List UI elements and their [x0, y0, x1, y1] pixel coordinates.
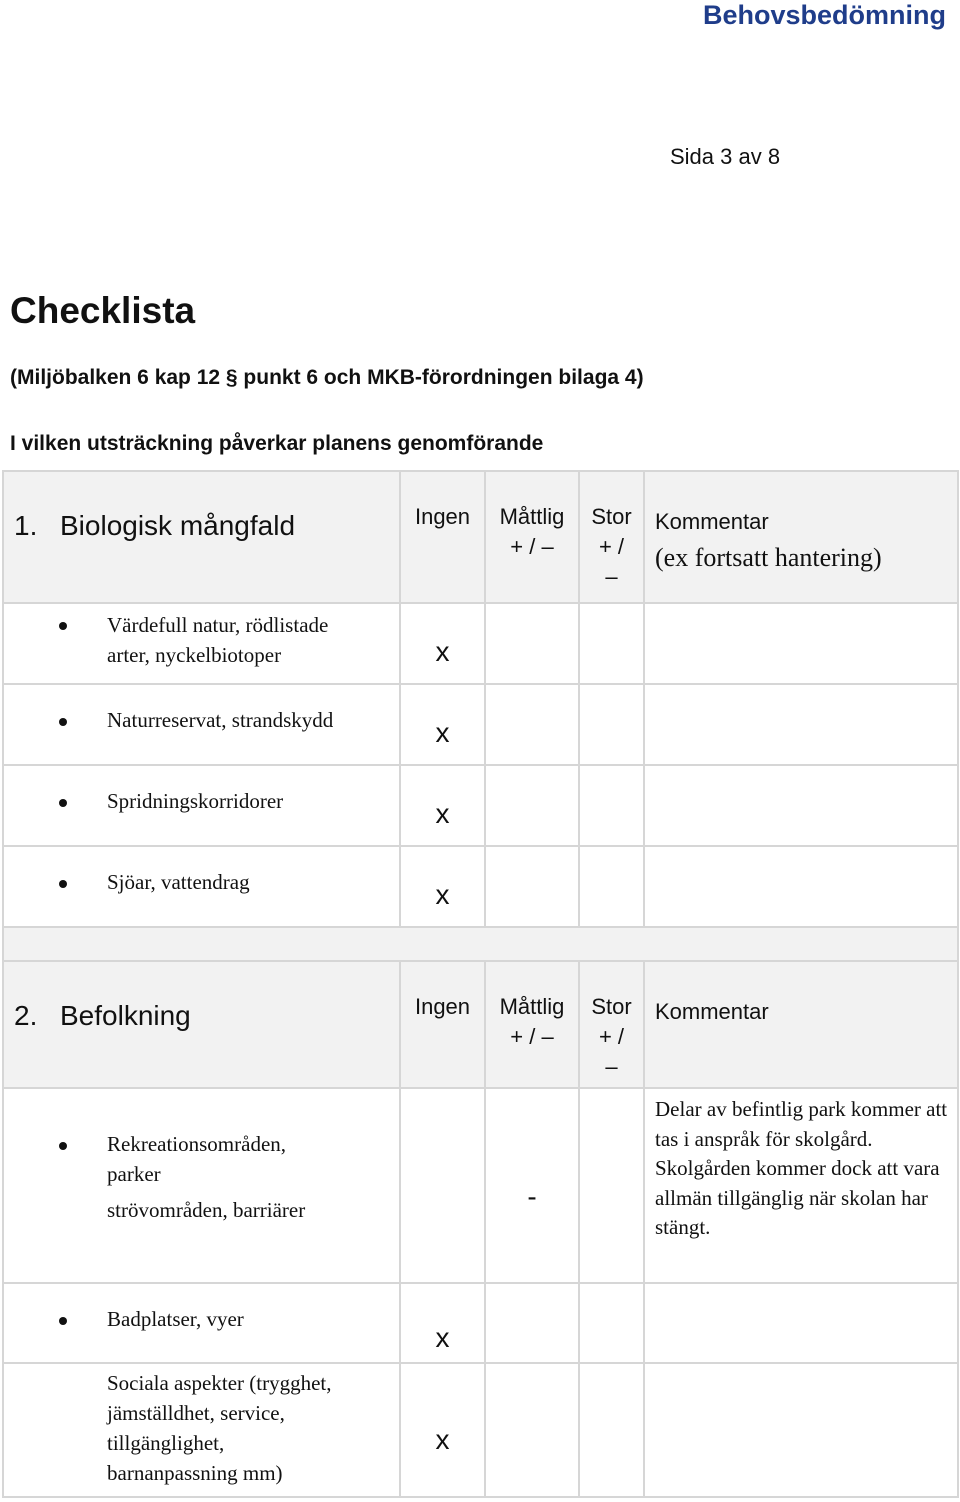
table-row: [3, 846, 958, 927]
section1-title: Biologisk mångfald: [60, 510, 296, 541]
mattlig-cell: [485, 684, 579, 765]
item-label: Värdefull natur, rödlistade: [107, 613, 329, 637]
stor-cell: [579, 1363, 644, 1497]
col-ingen-label: Ingen: [414, 994, 471, 1019]
item-label-line2: arter, nyckelbiotoper: [107, 643, 282, 667]
comment-cell: [644, 1283, 958, 1363]
table-row: [3, 1088, 958, 1283]
col-stor-sign: + /: [598, 534, 625, 559]
col-kommentar-sub: (ex fortsatt hantering): [655, 543, 882, 572]
col-kommentar: [644, 471, 958, 603]
section1-number: 1.: [14, 510, 38, 541]
x-mark: x: [435, 636, 450, 667]
mattlig-cell: [485, 846, 579, 927]
mattlig-cell: [485, 1283, 579, 1363]
dash-mark: -: [527, 1181, 537, 1212]
section2-header-row: [3, 961, 958, 1088]
col-kommentar-label: Kommentar: [655, 999, 769, 1024]
item-label: Spridningskorridorer: [107, 789, 284, 813]
item-cell: [3, 846, 400, 927]
col-stor: [579, 471, 644, 603]
table-row: [3, 1283, 958, 1363]
mattlig-cell: [485, 603, 579, 684]
col-stor: [579, 961, 644, 1088]
col-ingen-label: Ingen: [414, 504, 471, 529]
comment-cell: [644, 1363, 958, 1497]
stor-cell: [579, 684, 644, 765]
section2-number: 2.: [14, 1000, 38, 1031]
bullet-icon: [59, 718, 67, 726]
stor-cell: [579, 1088, 644, 1283]
col-mattlig-label: Måttlig: [499, 994, 565, 1019]
comment-cell: Delar av befintlig park kommer att tas i anspråk för skolgård. Skolgården kommer dock att vara allmän tillgänglig när skolan har stängt.: [644, 1088, 958, 1283]
bullet-icon: [59, 880, 67, 888]
col-mattlig-label: Måttlig: [499, 504, 565, 529]
table-row: [3, 1363, 958, 1497]
x-mark: x: [435, 879, 450, 910]
section1-title-cell: [3, 471, 400, 603]
x-mark: x: [435, 1424, 450, 1455]
bullet-icon: [59, 622, 67, 630]
section2-title-cell: [3, 961, 400, 1088]
comment-cell: [644, 765, 958, 846]
item-cell: [3, 765, 400, 846]
table-row: [3, 765, 958, 846]
x-mark: x: [435, 1322, 450, 1353]
item-label-line3: tillgänglighet,: [107, 1431, 225, 1455]
col-stor-dash: –: [605, 564, 618, 589]
ingen-cell: [400, 846, 485, 927]
document-header-title: Behovsbedömning: [702, 0, 946, 30]
item-label: Sociala aspekter (trygghet,: [107, 1371, 332, 1395]
item-cell: [3, 684, 400, 765]
col-mattlig-sign: + / –: [510, 534, 554, 559]
ingen-cell: [400, 1088, 485, 1283]
page-number: Sida 3 av 8: [670, 144, 781, 169]
section1-header-row: [3, 471, 958, 603]
stor-cell: [579, 765, 644, 846]
stor-cell: [579, 1283, 644, 1363]
x-mark: x: [435, 798, 450, 829]
ingen-cell: [400, 765, 485, 846]
col-stor-label: Stor: [591, 504, 632, 529]
col-stor-dash: –: [605, 1054, 618, 1079]
stor-cell: [579, 846, 644, 927]
law-reference: (Miljöbalken 6 kap 12 § punkt 6 och MKB-förordningen bilaga 4): [10, 366, 644, 389]
bullet-icon: [59, 799, 67, 807]
comment-cell: [644, 603, 958, 684]
ingen-cell: [400, 684, 485, 765]
mattlig-cell: [485, 1363, 579, 1497]
item-label-line2: jämställdhet, service,: [107, 1401, 285, 1425]
table-row: [3, 684, 958, 765]
col-ingen: [400, 961, 485, 1088]
item-cell: [3, 1283, 400, 1363]
col-stor-label: Stor: [591, 994, 632, 1019]
item-cell: [3, 1088, 400, 1283]
col-ingen: [400, 471, 485, 603]
bullet-icon: [59, 1142, 67, 1150]
col-kommentar: [644, 961, 958, 1088]
comment-cell: [644, 684, 958, 765]
ingen-cell: [400, 1283, 485, 1363]
section2-title: Befolkning: [60, 1000, 191, 1031]
table-row: [3, 603, 958, 684]
col-mattlig: [485, 961, 579, 1088]
checklist-title: Checklista: [10, 290, 196, 331]
item-label-line4: barnanpassning mm): [107, 1461, 283, 1485]
col-stor-sign: + /: [598, 1024, 625, 1049]
stor-cell: [579, 603, 644, 684]
item-label: Badplatser, vyer: [107, 1307, 244, 1331]
ingen-cell: [400, 1363, 485, 1497]
item-label-line2: parker: [107, 1162, 161, 1186]
x-mark: x: [435, 717, 450, 748]
col-mattlig-sign: + / –: [510, 1024, 554, 1049]
comment-cell: [644, 846, 958, 927]
ingen-cell: [400, 603, 485, 684]
mattlig-cell: [485, 765, 579, 846]
item-cell: [3, 603, 400, 684]
item-label: Naturreservat, strandskydd: [107, 708, 334, 732]
section1-table: [2, 470, 959, 968]
item-label-line3: strövområden, barriärer: [107, 1198, 306, 1222]
item-label: Rekreationsområden,: [107, 1132, 287, 1156]
bullet-icon: [59, 1317, 67, 1325]
section2-table: [2, 960, 959, 1498]
col-kommentar-label: Kommentar: [655, 509, 769, 534]
col-mattlig: [485, 471, 579, 603]
item-cell: [3, 1363, 400, 1497]
question-heading: I vilken utsträckning påverkar planens genomförande: [10, 432, 544, 455]
item-label: Sjöar, vattendrag: [107, 870, 250, 894]
mattlig-cell: [485, 1088, 579, 1283]
